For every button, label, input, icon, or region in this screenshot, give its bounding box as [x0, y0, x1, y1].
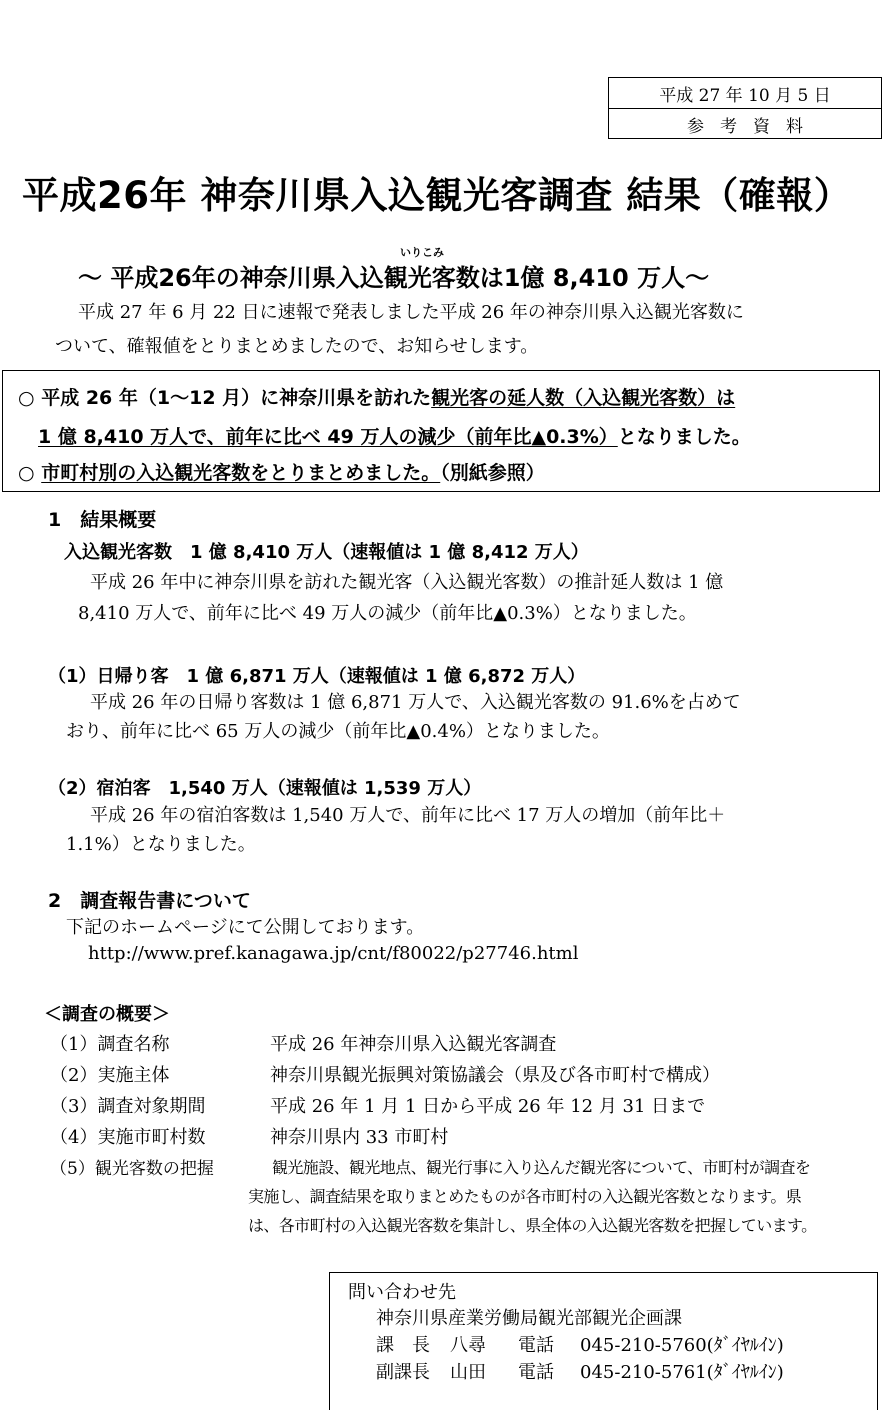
highlight-line-1-prefix: 平成 26 年（1～12 月）に神奈川県を訪れた [41, 387, 432, 409]
day-trip-text-1: 平成 26 年の日帰り客数は 1 億 6,871 万人で、入込観光客数の 91.6%を占めて [90, 692, 741, 713]
page-title: 平成26年 神奈川県入込観光客調査 結果（確報） [22, 174, 852, 217]
contact-name-1: 八尋 [450, 1335, 486, 1356]
contact-role-2: 副課長 [376, 1362, 430, 1383]
bullet-1: ○ [18, 387, 35, 409]
overnight-text-1: 平成 26 年の宿泊客数は 1,540 万人で、前年に比べ 17 万人の増加（前年比＋ [90, 805, 726, 826]
overview-label-5: （5）観光客数の把握 [50, 1159, 214, 1179]
overview-heading: ＜調査の概要＞ [44, 1004, 170, 1025]
highlight-line-3 [18, 458, 545, 485]
subtitle [78, 246, 710, 293]
contact-tel-label-1: 電話 [518, 1335, 554, 1356]
contact-role-1: 課 長 [376, 1335, 430, 1356]
total-text-1: 平成 26 年中に神奈川県を訪れた観光客（入込観光客数）の推計延人数は 1 億 [90, 572, 724, 593]
overview-value-2: 神奈川県観光振興対策協議会（県及び各市町村で構成） [270, 1065, 720, 1086]
day-trip-text-2: おり、前年に比べ 65 万人の減少（前年比▲0.4%）となりました。 [66, 721, 610, 742]
date-box [608, 77, 882, 139]
doc-type-row [609, 108, 881, 139]
highlight-line-3-underlined: 市町村別の入込観光客数をとりまとめました。 [41, 462, 441, 484]
overview-value-3: 平成 26 年 1 月 1 日から平成 26 年 12 月 31 日まで [270, 1096, 706, 1117]
doc-type: 参考資料 [687, 116, 819, 137]
intro-line-2: ついて、確報値をとりまとめましたので、お知らせします。 [55, 336, 539, 357]
overview-value-4: 神奈川県内 33 市町村 [270, 1127, 449, 1148]
contact-tel-1: 045-210-5760(ﾀﾞｲﾔﾙｲﾝ) [580, 1335, 784, 1356]
report-url-link[interactable]: http://www.pref.kanagawa.jp/cnt/f80022/p27746.html [88, 943, 579, 964]
overnight-text-2: 1.1%）となりました。 [66, 834, 256, 855]
section-2-text: 下記のホームページにて公開しております。 [66, 917, 425, 938]
contact-heading: 問い合わせ先 [348, 1282, 456, 1303]
overnight-label: （2）宿泊客 1,540 万人（速報値は 1,539 万人） [48, 778, 482, 799]
highlight-line-3-suffix: （別紙参照） [440, 462, 545, 484]
day-trip-label: （1）日帰り客 1 億 6,871 万人（速報値は 1 億 6,872 万人） [48, 666, 586, 687]
total-text-2: 8,410 万人で、前年に比べ 49 万人の減少（前年比▲0.3%）となりました。 [78, 603, 697, 624]
highlight-line-1-underlined: 観光客の延人数（入込観光客数）は [431, 387, 736, 409]
highlight-line-2-underlined: 1 億 8,410 万人で、前年に比べ 49 万人の減少（前年比▲0.3%） [38, 426, 618, 448]
bullet-2: ○ [18, 462, 35, 484]
highlight-line-2-suffix: となりました。 [617, 426, 751, 448]
overview-label-2: （2）実施主体 [50, 1065, 170, 1086]
overview-value-5-cont-2: は、各市町村の入込観光客数を集計し、県全体の入込観光客数を把握しています。 [248, 1216, 817, 1235]
contact-name-2: 山田 [450, 1362, 486, 1383]
subtitle-text: ～ 平成26年の神奈川県入込観光客数は1億 8,410 万人～ [78, 264, 710, 292]
overview-label-3: （3）調査対象期間 [50, 1096, 206, 1117]
highlight-line-2 [38, 422, 751, 449]
contact-dept: 神奈川県産業労働局観光部観光企画課 [376, 1308, 682, 1329]
section-1-heading: 1 結果概要 [48, 509, 157, 531]
date: 平成 27 年 10 月 5 日 [659, 85, 831, 106]
contact-tel-label-2: 電話 [518, 1362, 554, 1383]
overview-label-1: （1）調査名称 [50, 1034, 170, 1055]
overview-value-5: 観光施設、観光地点、観光行事に入り込んだ観光客について、市町村が調査を [272, 1158, 811, 1177]
overview-value-5-cont-1: 実施し、調査結果を取りまとめたものが各市町村の入込観光客数となります。県 [248, 1187, 802, 1206]
section-2-heading: 2 調査報告書について [48, 890, 251, 912]
overview-label-4: （4）実施市町村数 [50, 1127, 206, 1148]
contact-tel-2: 045-210-5761(ﾀﾞｲﾔﾙｲﾝ) [580, 1362, 784, 1383]
overview-value-1: 平成 26 年神奈川県入込観光客調査 [270, 1034, 557, 1055]
ruby-iricomi: いりこみ [400, 246, 444, 259]
intro-line-1: 平成 27 年 6 月 22 日に速報で発表しました平成 26 年の神奈川県入込観光客数に [78, 302, 744, 323]
highlight-line-1 [18, 383, 735, 410]
total-label: 入込観光客数 1 億 8,410 万人（速報値は 1 億 8,412 万人） [64, 542, 589, 563]
